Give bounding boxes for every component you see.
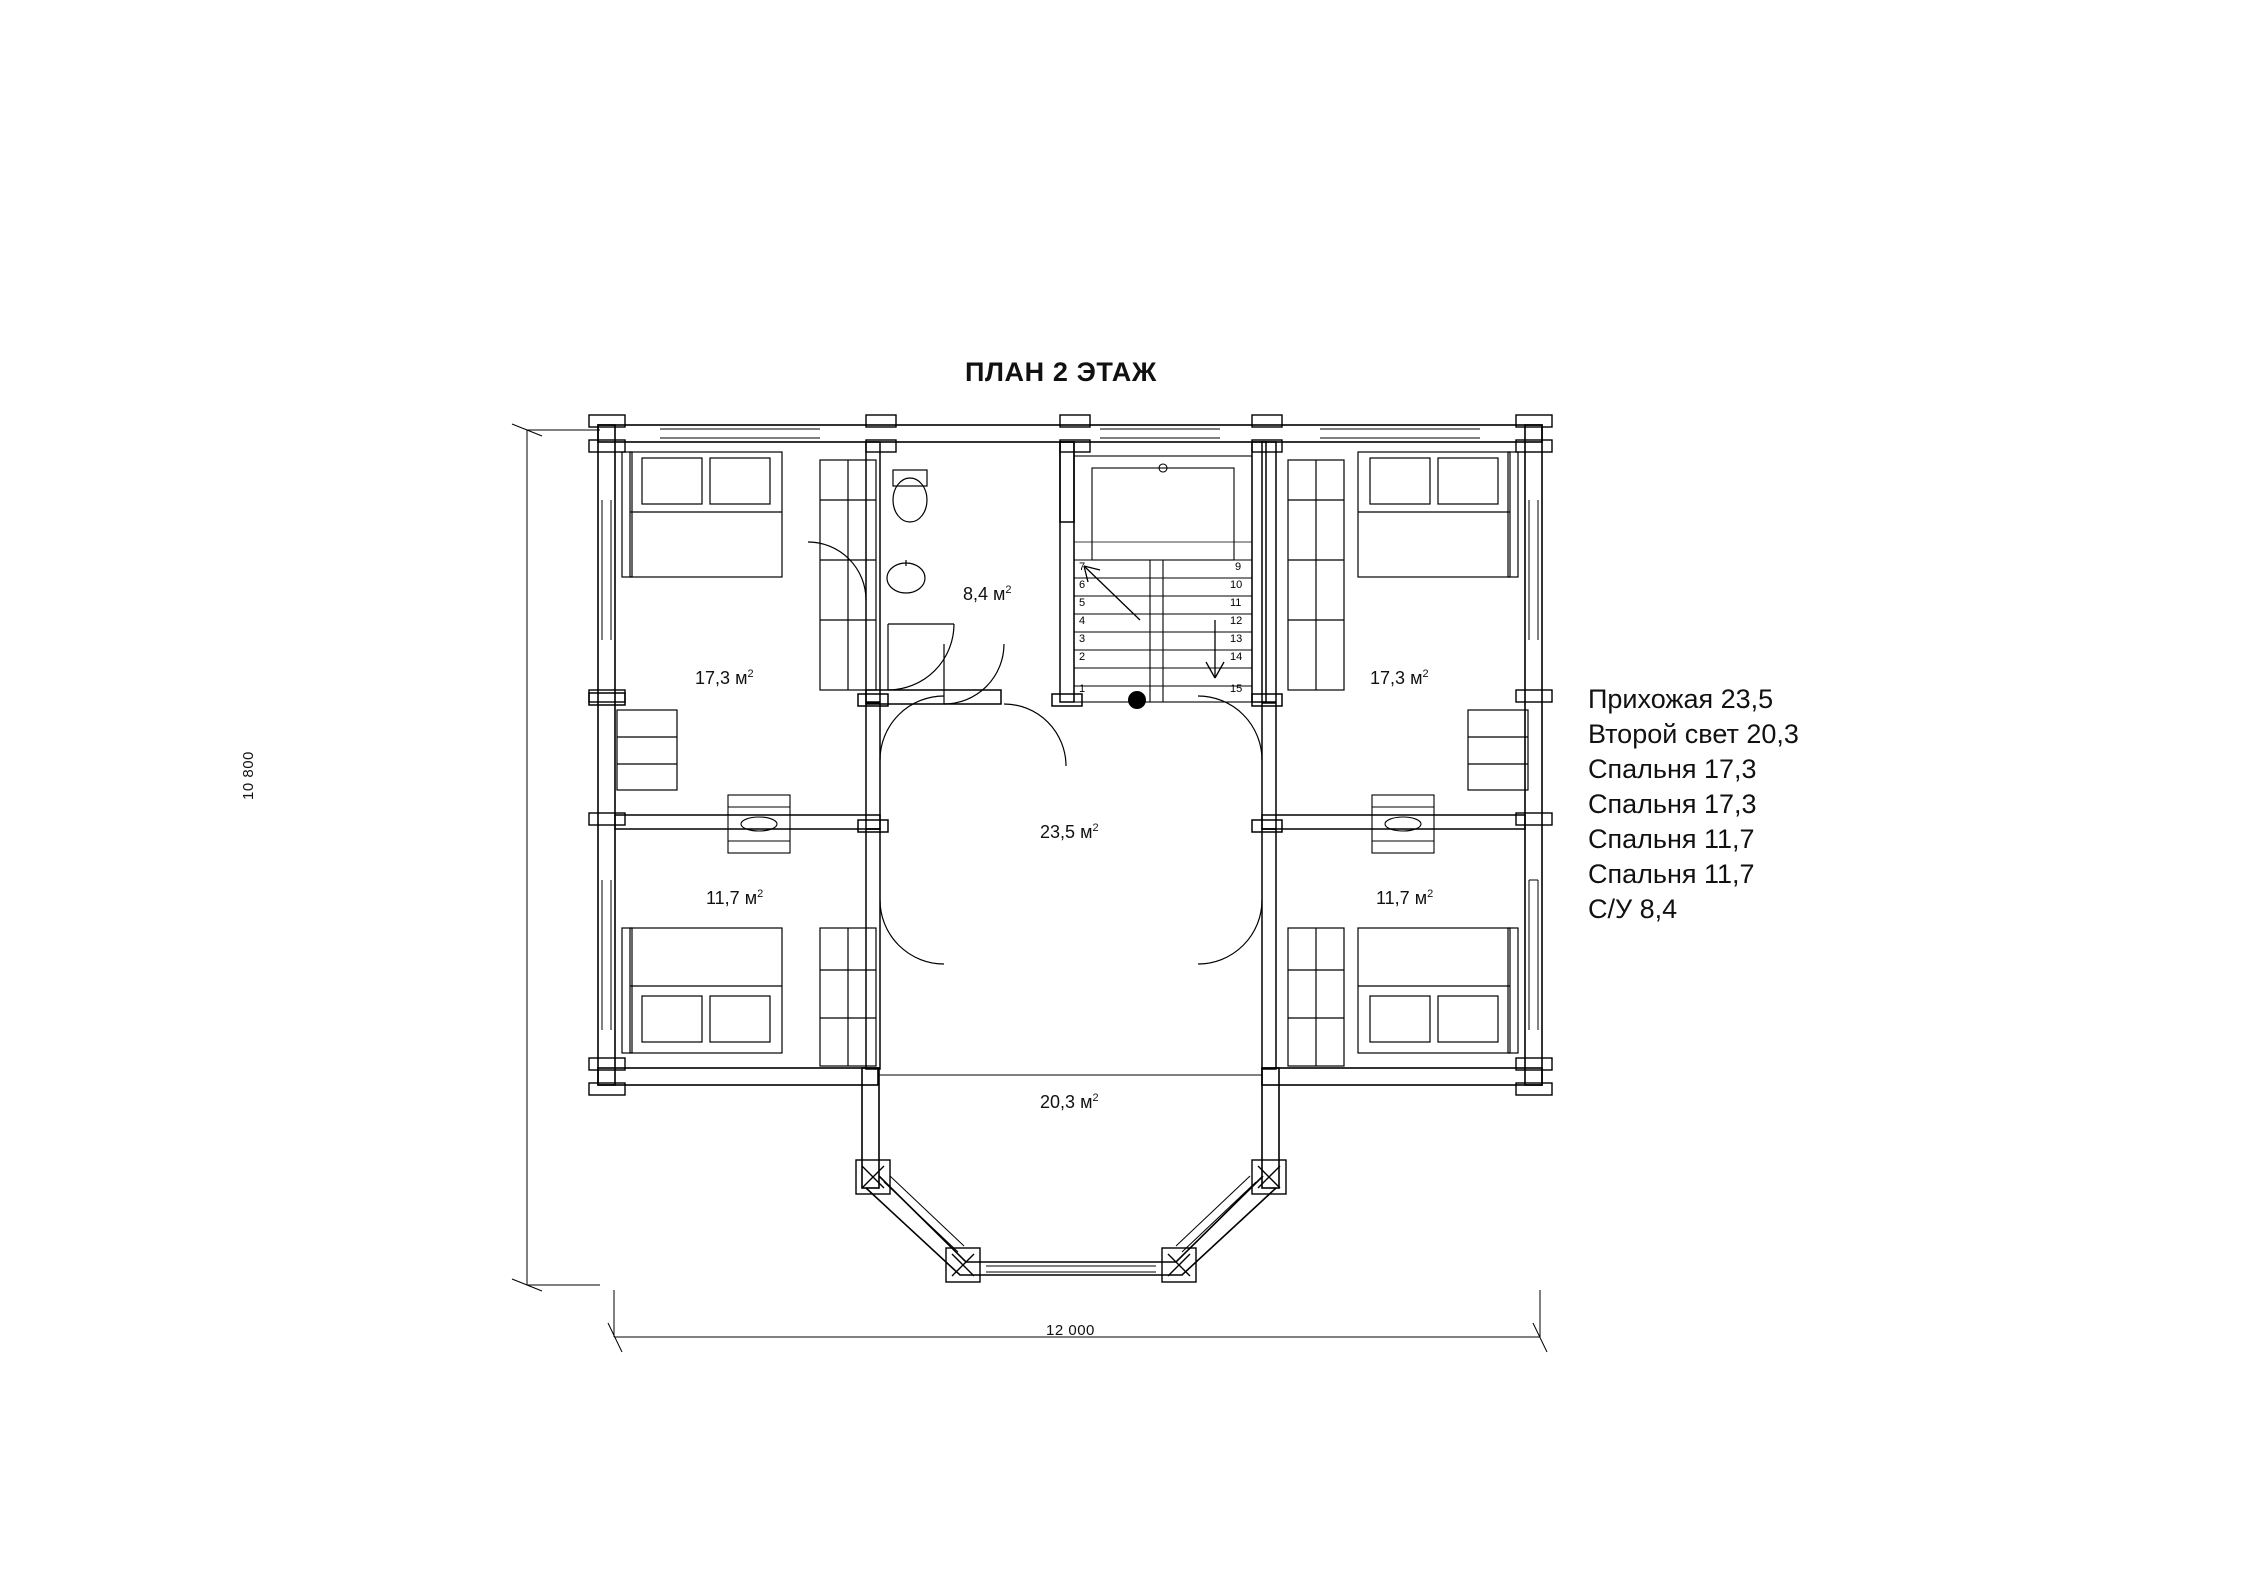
room-label-bedroom-se: 11,7 $м^2$ [1376, 888, 1434, 908]
room-legend [1588, 682, 1799, 927]
room-label-bedroom-ne: 17,3 $м^2$ [1370, 668, 1429, 688]
room-label-bedroom-nw: 17,3 $м^2$ [695, 668, 754, 688]
outer-walls [598, 425, 1542, 1275]
dimension-height-label: 10 800 [240, 751, 257, 800]
svg-text:14: 14 [1230, 651, 1243, 663]
furniture-wardrobes [617, 460, 1528, 1066]
svg-text:11: 11 [1230, 597, 1242, 609]
page-title: ПЛАН 2 ЭТАЖ [965, 357, 1157, 387]
interior-walls [589, 442, 1525, 1069]
legend-item-bedroom-4: Спальня 11,7 [1588, 859, 1755, 889]
svg-text:13: 13 [1230, 633, 1243, 645]
legend-item-second-light: Второй свет 20,3 [1588, 719, 1799, 749]
svg-text:12: 12 [1230, 615, 1243, 627]
svg-text:5: 5 [1079, 597, 1086, 609]
dimension-width-label: 12 000 [1046, 1322, 1095, 1339]
furniture-beds [622, 452, 1518, 1053]
legend-item-bedroom-1: Спальня 17,3 [1588, 754, 1757, 784]
svg-text:10: 10 [1230, 579, 1243, 591]
windows [602, 429, 1538, 1272]
stair-step-numbers [1079, 561, 1242, 695]
svg-text:6: 6 [1079, 579, 1086, 591]
legend-item-hall: Прихожая 23,5 [1588, 684, 1774, 714]
staircase [1074, 456, 1252, 709]
svg-text:15: 15 [1230, 683, 1243, 695]
log-corner-marks [589, 415, 1552, 1282]
room-label-bedroom-sw: 11,7 $м^2$ [706, 888, 764, 908]
svg-text:2: 2 [1079, 651, 1086, 663]
legend-item-bathroom: С/У 8,4 [1588, 894, 1678, 924]
room-label-second-light: 20,3 $м^2$ [1040, 1092, 1099, 1112]
room-label-bath: 8,4 $м^2$ [963, 584, 1012, 604]
svg-text:3: 3 [1079, 633, 1086, 645]
svg-text:9: 9 [1235, 561, 1242, 573]
legend-item-bedroom-3: Спальня 11,7 [1588, 824, 1755, 854]
legend-item-bedroom-2: Спальня 17,3 [1588, 789, 1757, 819]
room-label-hall: 23,5 $м^2$ [1040, 822, 1099, 842]
svg-text:4: 4 [1079, 615, 1086, 627]
svg-text:7: 7 [1079, 561, 1086, 573]
svg-text:1: 1 [1079, 683, 1086, 695]
